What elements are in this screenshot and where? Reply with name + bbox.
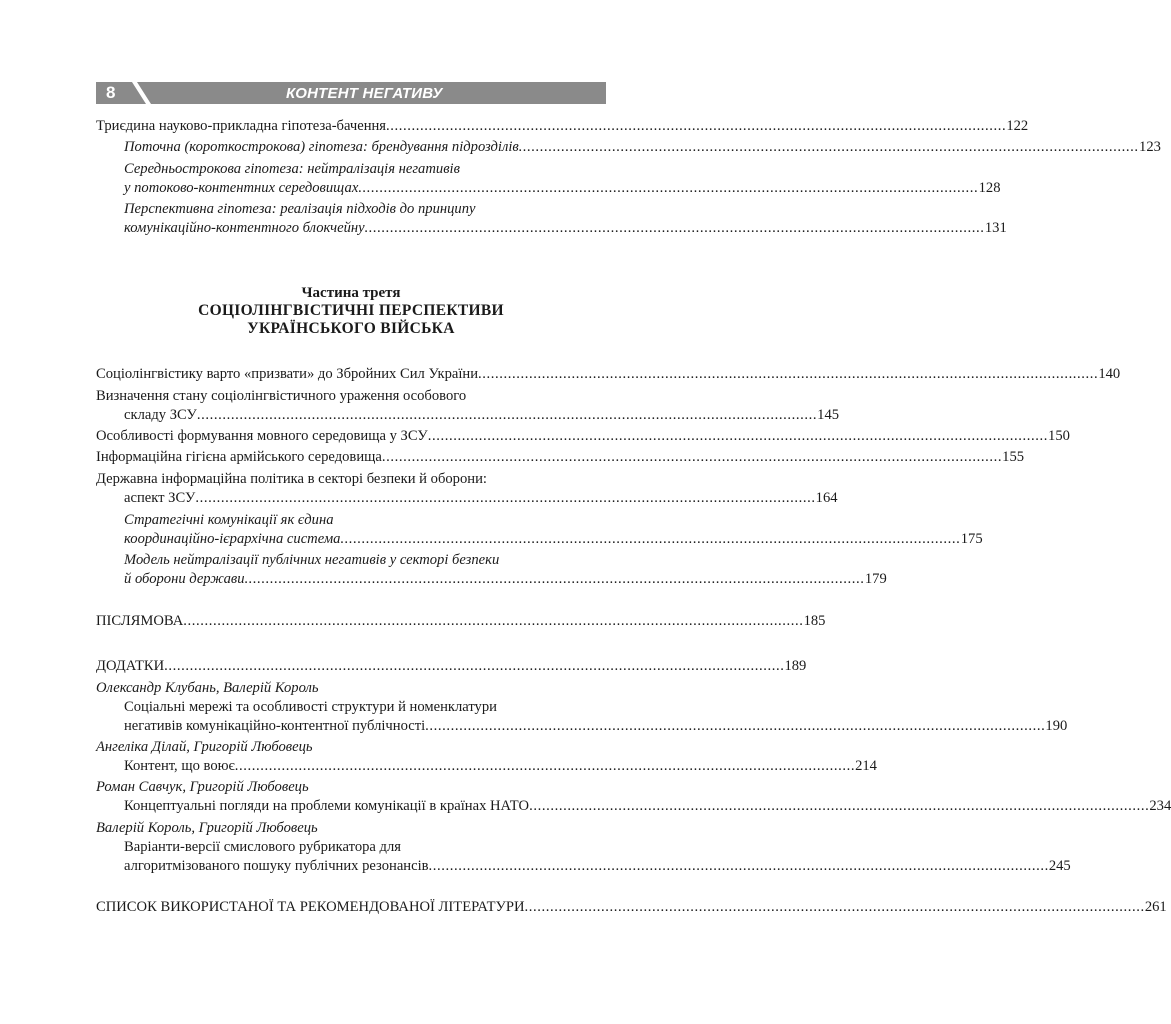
toc-entry-page: 131 <box>984 220 1007 236</box>
toc-entry-title: ДОДАТКИ <box>96 658 165 674</box>
toc-entry-title: Поточна (короткострокова) гіпотеза: брендування підрозділів <box>124 139 519 155</box>
leader-dots: .................................................................................................................................................. <box>518 139 1140 155</box>
toc-entry-page: 214 <box>855 758 877 774</box>
toc-entry-page: 128 <box>978 180 1001 196</box>
toc-subentry[interactable] <box>124 510 983 550</box>
toc-entry-title-line1: Визначення стану соціолінгвістичного ураження особового <box>96 388 467 404</box>
toc-entry-title: комунікаційно-контентного блокчейну <box>124 220 365 236</box>
appendix-authors: Роман Савчук, Григорій Любовець <box>96 779 309 795</box>
leader-dots: .................................................................................................................................................. <box>183 613 804 629</box>
toc-subentry[interactable] <box>124 199 1007 239</box>
appendix-authors: Валерій Король, Григорій Любовець <box>96 820 318 836</box>
toc-subentry[interactable] <box>124 550 887 590</box>
toc-entry[interactable] <box>96 116 1029 136</box>
leader-dots: .................................................................................................................................................. <box>529 798 1150 814</box>
toc-entry-title-line1: Модель нейтралізації публічних негативів у секторі безпеки <box>124 552 500 568</box>
toc-entry-page: 122 <box>1006 118 1029 134</box>
toc-entry-page: 261 <box>1144 899 1167 915</box>
toc-entry[interactable] <box>96 897 1167 917</box>
leader-dots: .................................................................................................................................................. <box>428 858 1049 874</box>
toc-entry-page: 245 <box>1048 858 1071 874</box>
toc-entry-page: 155 <box>1002 449 1025 465</box>
leader-dots: .................................................................................................................................................. <box>196 407 818 423</box>
leader-dots: .................................................................................................................................................. <box>244 571 865 587</box>
appendix-authors: Ангеліка Ділай, Григорій Любовець <box>96 739 313 755</box>
toc-entry-title: алгоритмізованого пошуку публічних резонансів <box>124 858 429 874</box>
toc-entry-title: Концептуальні погляди на проблеми комунікації в країнах НАТО <box>124 798 530 814</box>
toc-entry-page: 150 <box>1048 428 1070 444</box>
part-label: Частина третя <box>301 285 401 301</box>
running-title: КОНТЕНТ НЕГАТИВУ <box>286 85 443 102</box>
toc-entry-title: у потоково-контентних середовищах <box>124 180 359 196</box>
leader-dots: .................................................................................................................................................. <box>364 220 985 236</box>
toc-entry-title: аспект ЗСУ <box>124 490 196 506</box>
toc-entry-title: СПИСОК ВИКОРИСТАНОЇ ТА РЕКОМЕНДОВАНОЇ ЛІТЕРАТУРИ <box>96 899 525 915</box>
toc-entry-title-line1: Стратегічні комунікації як єдина <box>124 512 334 528</box>
leader-dots: .................................................................................................................................................. <box>381 449 1003 465</box>
leader-dots: .................................................................................................................................................. <box>164 658 785 674</box>
toc-entry-title-line1: Державна інформаційна політика в секторі безпеки й оборони: <box>96 471 487 487</box>
toc-entry-page: 179 <box>864 571 887 587</box>
page-header <box>96 82 606 104</box>
toc-entry-title: Особливості формування мовного середовища у ЗСУ <box>96 428 428 444</box>
toc-entry-page: 145 <box>817 407 840 423</box>
toc-entry-page: 185 <box>803 613 826 629</box>
appendix-entry[interactable] <box>96 777 1171 817</box>
part-title-line2: УКРАЇНСЬКОГО ВІЙСЬКА <box>247 320 455 337</box>
leader-dots: .................................................................................................................................................. <box>524 899 1145 915</box>
appendix-entry[interactable] <box>96 678 1068 738</box>
toc-entry-page: 175 <box>960 531 983 547</box>
toc-entry-page: 123 <box>1139 139 1161 155</box>
toc-entry-page: 234 <box>1149 798 1171 814</box>
toc-entry-page: 164 <box>815 490 838 506</box>
part-title-line1: СОЦІОЛІНГВІСТИЧНІ ПЕРСПЕКТИВИ <box>198 302 504 319</box>
appendix-entry[interactable] <box>96 818 1071 878</box>
leader-dots: .................................................................................................................................................. <box>234 758 856 774</box>
leader-dots: .................................................................................................................................................. <box>340 531 961 547</box>
leader-dots: .................................................................................................................................................. <box>425 718 1046 734</box>
leader-dots: .................................................................................................................................................. <box>195 490 816 506</box>
toc-entry-page: 140 <box>1098 366 1121 382</box>
toc-entry-title: негативів комунікаційно-контентної публічності <box>124 718 426 734</box>
appendix-authors: Олександр Клубань, Валерій Король <box>96 680 319 696</box>
toc-entry-title: Соціолінгвістику варто «призвати» до Збройних Сил України <box>96 366 479 382</box>
toc-entry[interactable] <box>96 469 838 509</box>
appendix-entry[interactable] <box>96 737 877 777</box>
toc-entry[interactable] <box>96 386 840 426</box>
part-heading <box>96 284 606 338</box>
toc-entry-title-line1: Варіанти-версії смислового рубрикатора для <box>124 839 401 855</box>
toc-entry-title: Триєдина науково-прикладна гіпотеза-бачення <box>96 118 387 134</box>
leader-dots: .................................................................................................................................................. <box>358 180 979 196</box>
toc-entry-title: складу ЗСУ <box>124 407 197 423</box>
toc-entry-title-line1: Перспективна гіпотеза: реалізація підходів до принципу <box>124 201 476 217</box>
toc-entry[interactable] <box>96 656 807 676</box>
page-number: 8 <box>106 83 116 102</box>
toc-entry-title-line1: Середньострокова гіпотеза: нейтралізація негативів <box>124 161 460 177</box>
toc-entry-title: ПІСЛЯМОВА <box>96 613 184 629</box>
toc-entry[interactable] <box>96 364 1121 384</box>
toc-entry[interactable] <box>96 426 1070 446</box>
leader-dots: .................................................................................................................................................. <box>427 428 1049 444</box>
toc-entry-title: Контент, що воює <box>124 758 235 774</box>
toc-entry-title: координаційно-ієрархічна система <box>124 531 341 547</box>
toc-entry-page: 190 <box>1045 718 1068 734</box>
toc-subentry[interactable] <box>124 137 1161 157</box>
toc-entry-title-line1: Соціальні мережі та особливості структури й номенклатури <box>124 699 497 715</box>
toc-entry-page: 189 <box>784 658 807 674</box>
toc-entry-title: й оборони держави <box>124 571 245 587</box>
leader-dots: .................................................................................................................................................. <box>386 118 1007 134</box>
toc-entry[interactable] <box>96 447 1025 467</box>
leader-dots: .................................................................................................................................................. <box>478 366 1099 382</box>
toc-entry[interactable] <box>96 611 826 631</box>
toc-entry-title: Інформаційна гігієна армійського середовища <box>96 449 382 465</box>
toc-subentry[interactable] <box>124 159 1001 199</box>
